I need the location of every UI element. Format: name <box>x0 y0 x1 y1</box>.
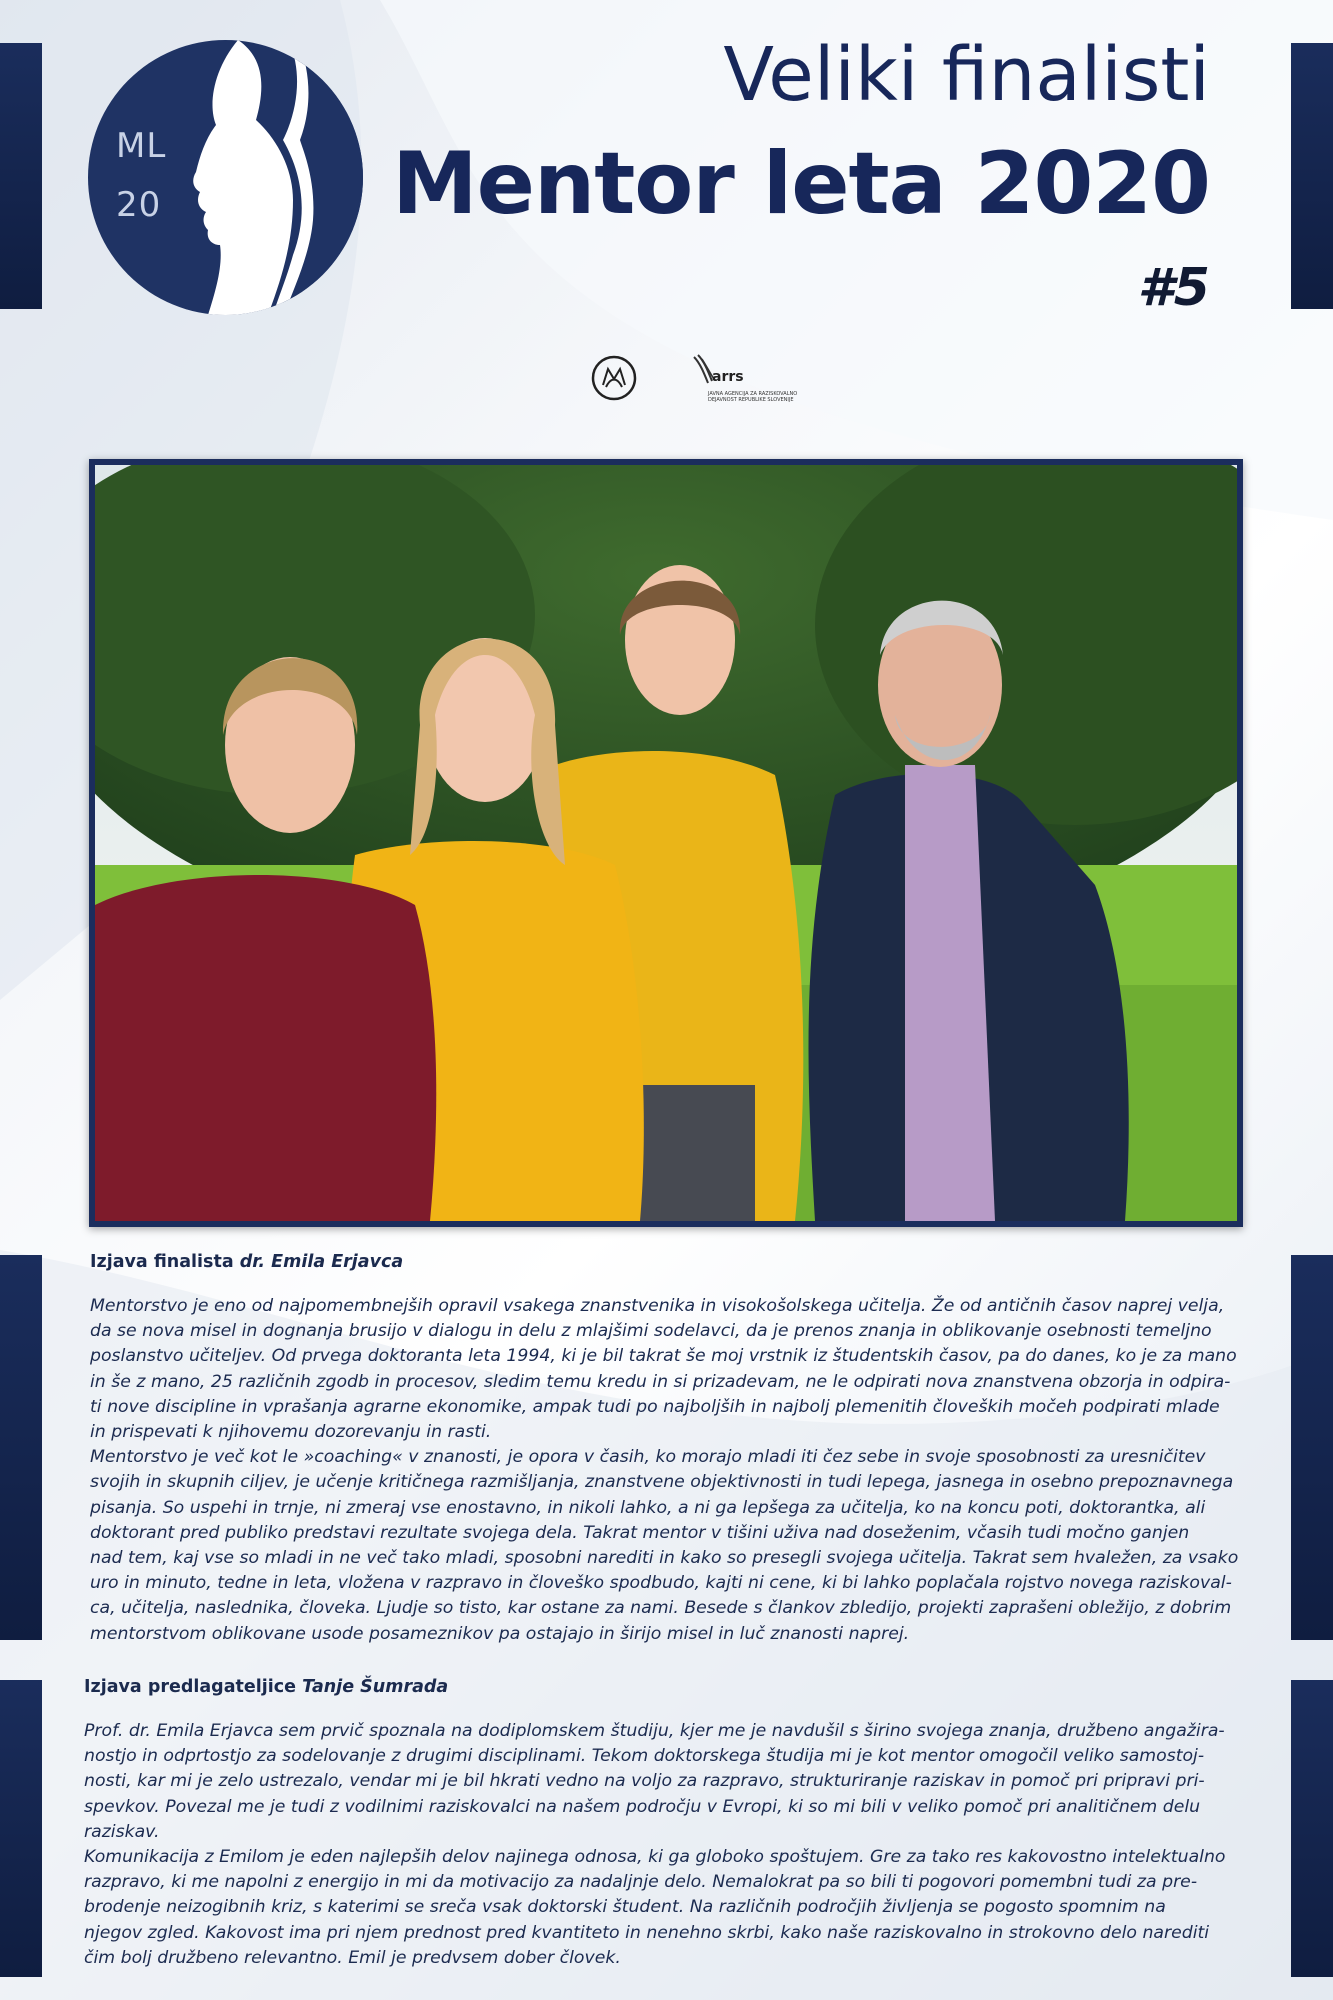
group-photo-icon <box>95 465 1237 1221</box>
statement-line: razpravo, ki me napolni z energijo in mi da motivacijo za nadaljnje delo. Nemalokrat pa so bili ti pogovori pomembni tudi za pre- <box>84 1872 1198 1893</box>
profile-silhouette-icon <box>88 40 363 315</box>
statement-line: Mentorstvo je več kot le »coaching« v znanosti, je opora v časih, ko morajo mladi iti čez sebe in svoje sposobnosti za uresničitev <box>90 1447 1206 1468</box>
statement-line: čim bolj družbeno relevantno. Emil je predvsem dober človek. <box>84 1947 621 1968</box>
statement-line: pisanja. So uspehi in trnje, ni zmeraj vse enostavno, in nikoli lahko, a ni ga lepšega za učitelja, ko na koncu poti, doktorantka, ali <box>90 1497 1206 1518</box>
nominator-statement-text <box>84 1719 1225 1971</box>
statement-line: Mentorstvo je eno od najpomembnejših opravil vsakega znanstvenika in visokošolskega učitelja. Že od antičnih časov naprej velja, <box>90 1296 1225 1316</box>
statement-line: raziskav. <box>84 1821 160 1842</box>
finalist-statement-heading <box>90 1252 403 1272</box>
statement-line: svojih in skupnih ciljev, je učenje kritičnega razmišljanja, znanstvene objektivnosti in tudi lepega, jasnega in osebno prepoznavnega <box>90 1472 1234 1493</box>
statement-line: nosti, kar mi je zelo ustrezalo, vendar mi je bil hkrati vedno na voljo za razpravo, strukturiranje raziskav in pomoč pri pripravi pri- <box>84 1771 1205 1792</box>
group-photo <box>89 459 1243 1227</box>
logo-text-year: 20 <box>116 185 162 225</box>
arrs-label: arrs <box>712 369 744 385</box>
heading-name: Tanje Šumrada <box>302 1677 449 1697</box>
arrs-subtitle: JAVNA AGENCIJA ZA RAZISKOVALNO DEJAVNOST REPUBLIKE SLOVENIJE <box>708 391 798 403</box>
right-bar-bottom <box>1291 1680 1333 1977</box>
heading-prefix: Izjava finalista <box>90 1252 234 1272</box>
nominator-statement-heading <box>84 1677 448 1697</box>
right-bar-top <box>1291 43 1333 309</box>
statement-line: ti nove discipline in vprašanja agrarne ekonomike, ampak tudi po najboljših in najbolj plemenitih človeških močeh podpirati mlade <box>90 1396 1220 1417</box>
university-seal-icon <box>591 355 637 401</box>
statement-line: Komunikacija z Emilom je eden najlepših delov najinega odnosa, ki ga globoko spoštujem. Gre za tako res kakovostno intelektualno <box>84 1847 1226 1868</box>
statement-line: uro in minuto, tedne in leta, vložena v razpravo in človeško spodbudo, kajti ni cene, ki bi lahko poplačala rojstvo novega raziskoval- <box>90 1573 1232 1594</box>
statement-line: njegov zgled. Kakovost ima pri njem prednost pred kvantiteto in nenehno skrbi, kako naše raziskovalno in strokovno delo narediti <box>84 1922 1210 1943</box>
statement-line: spevkov. Povezal me je tudi z vodilnimi raziskovalci na našem področju v Evropi, ki so mi bili v veliko pomoč pri analitičnem delu <box>84 1796 1201 1817</box>
statement-line: ca, učitelja, naslednika, človeka. Ljudje so tisto, kar ostane za nami. Besede s člankov zbledijo, projekti zaprašeni obležijo, z dobrim <box>90 1598 1232 1619</box>
left-bar-bottom <box>0 1680 42 1977</box>
statement-line: in še z mano, 25 različnih zgodb in procesov, sledim temu kredu in si prizadevam, ne le odpirati nova znanstvena obzorja in odpira- <box>90 1371 1231 1392</box>
statement-line: mentorstvom oblikovane usode posameznikov pa ostajajo in širijo misel in luč znanosti naprej. <box>90 1623 910 1644</box>
statement-line: nostjo in odprtostjo za sodelovanje z drugimi disciplinami. Tekom doktorskega študija mi je kot mentor omogočil veliko samostoj- <box>84 1746 1205 1767</box>
mentor-leta-logo <box>88 40 363 315</box>
left-bar-middle <box>0 1255 42 1640</box>
heading-prefix: Izjava predlagateljice <box>84 1677 296 1697</box>
statement-line: doktorant pred publiko predstavi rezultate svojega dela. Takrat mentor v tišini uživa nad doseženim, včasih tudi močno ganjen <box>90 1522 1190 1543</box>
statement-line: Prof. dr. Emila Erjavca sem prvič spoznala na dodiplomskem študiju, kjer me je navdušil s širino svojega znanja, družbeno angažira- <box>84 1721 1225 1741</box>
logo-text-ml: ML <box>116 126 167 166</box>
right-bar-middle <box>1291 1255 1333 1640</box>
title-veliki-finalisti: Veliki finalisti <box>723 32 1210 118</box>
title-mentor-leta: Mentor leta 2020 <box>392 134 1210 234</box>
heading-name: dr. Emila Erjavca <box>239 1252 404 1272</box>
left-bar-top <box>0 43 42 309</box>
statement-line: nad tem, kaj vse so mladi in ne več tako mladi, sposobni narediti in kako so presegli svojega učitelja. Takrat sem hvaležen, za vsako <box>90 1548 1239 1569</box>
finalist-statement-text <box>90 1294 1238 1647</box>
statement-line: in prispevati k njihovemu dozorevanju in rasti. <box>90 1422 492 1443</box>
statement-line: brodenje neizogibnih kriz, s katerimi se sreča vsak doktorski študent. Na različnih področjih življenja se pogosto spomnim na <box>84 1897 1166 1918</box>
statement-line: da se nova misel in dognanja brusijo v dialogu in delu z mlajšimi sodelavci, da je prenos znanja in oblikovanje osebnosti temeljno <box>90 1321 1212 1342</box>
finalist-number: #5 <box>1137 258 1210 318</box>
statement-line: poslanstvo učiteljev. Od prvega doktoranta leta 1994, ki je bil takrat še moj vrstnik iz študentskih časov, pa do danes, ko je za mano <box>90 1346 1237 1367</box>
